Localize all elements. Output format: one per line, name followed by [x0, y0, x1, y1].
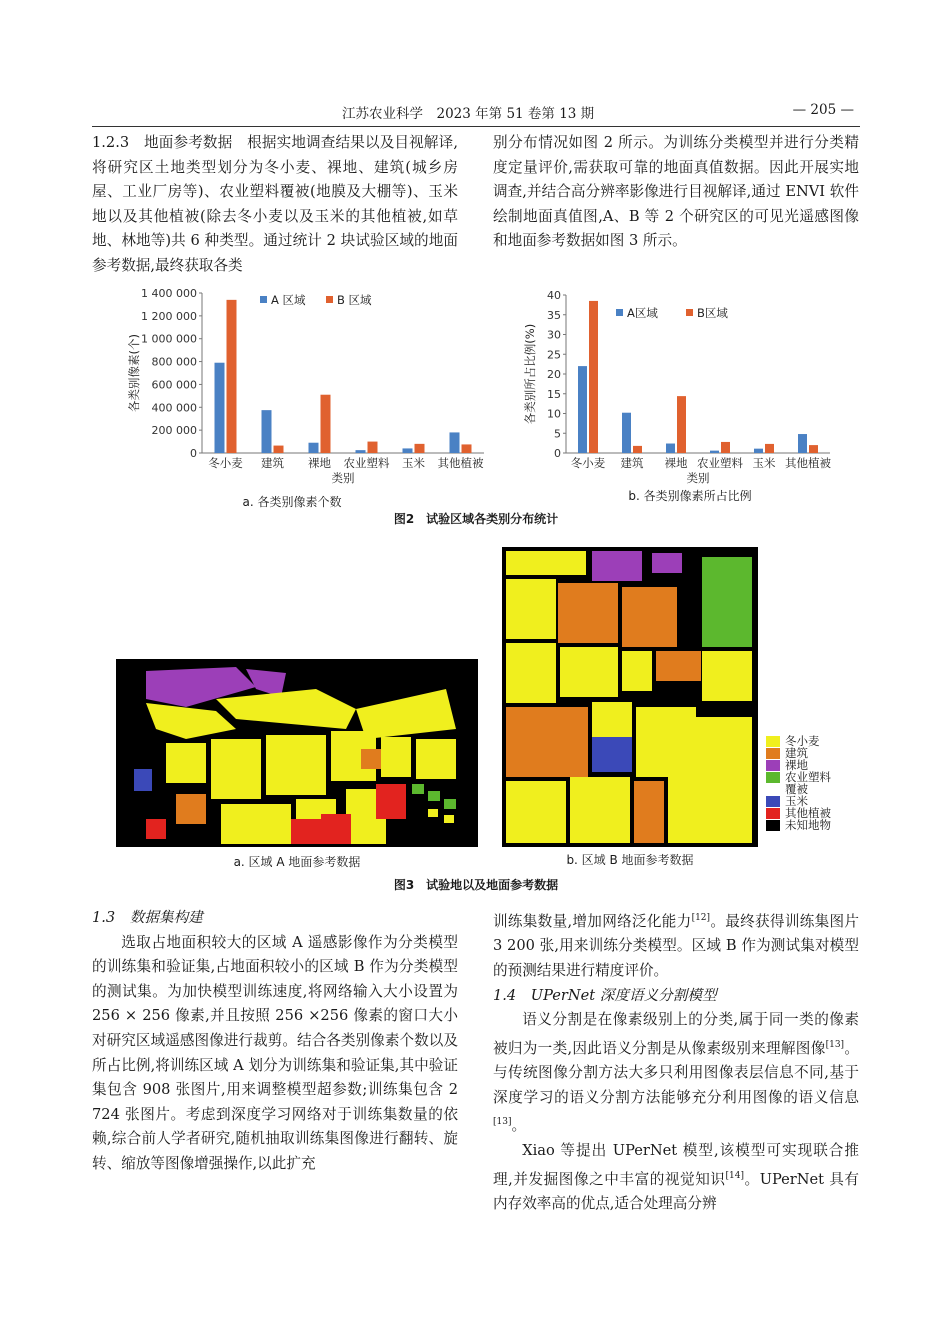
x-tick-label: 裸地 [664, 456, 688, 470]
wheat-parcel [570, 777, 630, 843]
legend-swatch-1 [326, 296, 333, 303]
chart-a [92, 283, 492, 493]
x-tick-label: 农业塑料 [343, 456, 390, 470]
figure-2b-caption: b. 各类别像素所占比例 [628, 489, 752, 503]
bar-a-1 [262, 410, 272, 453]
legend-swatch-0 [616, 309, 623, 316]
x-axis-label: 类别 [686, 471, 710, 485]
swatch-building [766, 748, 780, 759]
paragraph-text: 训练集数量,增加网络泛化能力[12]。最终获得训练集图片 3 200 张,用来训练分类模型。区域 B 作为测试集对模型的预测结果进行精度评价。 [493, 912, 859, 980]
wheat-parcel [381, 737, 411, 777]
y-tick-label: 35 [547, 308, 561, 322]
section-heading-1-2-3: 1.2.3 地面参考数据 [92, 134, 233, 151]
bar-a-4 [754, 449, 763, 453]
citation-13[interactable]: [13] [493, 1117, 512, 1128]
y-tick-label: 0 [554, 447, 561, 460]
bar-b-1 [633, 446, 642, 453]
swatch-wheat [766, 736, 780, 747]
chart-b-svg [520, 283, 860, 493]
figure-2a-caption: a. 各类别像素个数 [242, 495, 342, 509]
legend-item-unknown: 未知地物 [766, 819, 866, 831]
swatch-none [766, 784, 780, 795]
bar-a-2 [666, 444, 675, 453]
chart-b [520, 283, 860, 493]
wheat-parcel [166, 743, 206, 783]
y-tick-label: 400 000 [151, 401, 197, 415]
other-parcel [291, 819, 326, 844]
wheat-parcel [506, 579, 556, 639]
legend-label-0: A 区域 [271, 293, 306, 307]
bar-b-4 [415, 444, 425, 453]
other-parcel [146, 819, 166, 839]
swatch-bare [766, 760, 780, 771]
legend-item-wheat: 冬小麦 [766, 735, 866, 747]
running-header [92, 100, 860, 127]
wheat-parcel [221, 804, 291, 844]
wheat-parcel [622, 651, 652, 691]
building-parcel [361, 749, 381, 769]
y-tick-label: 10 [547, 407, 561, 421]
bar-b-2 [321, 395, 331, 453]
figure-2-caption: 图2 试验区域各类别分布统计 [393, 512, 559, 526]
y-tick-label: 0 [190, 447, 197, 460]
x-tick-label: 玉米 [402, 456, 425, 470]
bar-a-2 [309, 443, 319, 453]
wheat-parcel [211, 739, 261, 799]
y-tick-label: 15 [547, 387, 561, 401]
wheat-parcel [416, 739, 456, 779]
building-parcel [506, 707, 588, 777]
corn-parcel [134, 769, 152, 791]
legend-label-0: A区域 [627, 306, 658, 320]
legend-item-cover: 覆被 [766, 783, 866, 795]
section-heading-1-4: 1.4 UPerNet 深度语义分割模型 [493, 986, 717, 1004]
x-tick-label: 建筑 [261, 456, 284, 470]
plastic-parcel [444, 799, 456, 809]
paragraph-text: 根据实地调查结果以及目视解译,将研究区土地类型划分为冬小麦、裸地、建筑(城乡房屋、工业厂房等)、农业塑料覆被(地膜及大棚等)、玉米地以及其他植被(除去冬小麦以及玉米的其他植被,如草地、林地等)共 6 种类型。通过统计 2 块试验区域的地面参考数据,最终获取各类 [92, 134, 458, 274]
bar-a-5 [450, 432, 460, 453]
map-legend [766, 735, 866, 831]
right-column-top [493, 131, 859, 254]
legend-item-building: 建筑 [766, 747, 866, 759]
map-region-a [116, 659, 478, 847]
y-axis-label: 各类别像素(个) [127, 334, 141, 412]
figure-3-caption: 图3 试验地以及地面参考数据 [393, 878, 559, 892]
paragraph-text: Xiao 等提出 UPerNet 模型,该模型可实现联合推理,并发掘图像之中丰富的视觉知识[14]。UPerNet 具有内存效率高的优点,适合处理高分辨 [493, 1141, 859, 1212]
journal-title: 江苏农业科学 2023 年第 51 卷第 13 期 [342, 106, 595, 122]
x-tick-label: 其他植被 [437, 456, 484, 470]
legend-item-bare: 裸地 [766, 759, 866, 771]
citation-13[interactable]: [13] [825, 1039, 845, 1050]
swatch-corn [766, 796, 780, 807]
legend-label-1: B 区域 [337, 293, 372, 307]
figure-3a-caption: a. 区域 A 地面参考数据 [233, 855, 361, 869]
other-parcel [321, 814, 351, 844]
building-parcel [176, 794, 206, 824]
y-tick-label: 800 000 [151, 355, 197, 369]
y-tick-label: 25 [547, 348, 561, 362]
wheat-parcel [560, 647, 618, 697]
citation-14[interactable]: [14] [725, 1170, 744, 1181]
wheat-parcel [506, 551, 586, 575]
bar-b-5 [809, 445, 818, 453]
left-column-bottom [92, 906, 458, 1177]
paragraph-text: 别分布情况如图 2 所示。为训练分类模型并进行分类精度定量评价,需获取可靠的地面真值数据。因此开展实地调查,并结合高分辨率影像进行目视解译,通过 ENVI 软件绘制地面真值图,A、B 等 2 个研究区的可见光遥感图像和地面参考数据如图 3 所示。 [493, 134, 859, 250]
legend-item-other: 其他植被 [766, 807, 866, 819]
wheat-parcel [444, 815, 454, 823]
y-tick-label: 40 [547, 289, 561, 302]
bar-a-4 [403, 448, 413, 453]
legend-swatch-0 [260, 296, 267, 303]
y-tick-label: 1 400 000 [141, 287, 197, 300]
page-number: — 205 — [792, 102, 854, 118]
y-tick-label: 5 [554, 427, 561, 441]
y-tick-label: 200 000 [151, 424, 197, 438]
legend-item-corn: 玉米 [766, 795, 866, 807]
legend-item-plastic: 农业塑料 [766, 771, 866, 783]
bar-b-0 [227, 300, 237, 453]
right-column-bottom [493, 906, 859, 1217]
y-tick-label: 600 000 [151, 378, 197, 392]
x-tick-label: 其他植被 [785, 456, 831, 470]
x-axis-label: 类别 [331, 471, 355, 485]
legend-label-1: B区域 [697, 306, 728, 320]
bar-a-1 [622, 413, 631, 453]
plastic-parcel [702, 557, 752, 647]
bar-b-0 [589, 301, 598, 453]
corn-parcel [592, 737, 632, 772]
wheat-parcel [266, 735, 326, 795]
legend-swatch-1 [686, 309, 693, 316]
paragraph-text: 选取占地面积较大的区域 A 遥感影像作为分类模型的训练集和验证集,占地面积较小的区域 B 作为分类模型的测试集。为加快模型训练速度,将网络输入大小设置为 256 × 256 像素,并且按照 256 ×256 像素的窗口大小对研究区域遥感图像进行裁剪。结合各类别像素个数以及所占比例,将训练区域 A 划分为训练集和验证集,其中验证集包含 908 张图片,用来调整模型超参数;训练集包含 2 724 张图片。考虑到深度学习网络对于训练集数量的依赖,综合前人学者研究,随机抽取训练集图像进行翻转、旋转、缩放等图像增强操作,以此扩充 [92, 933, 458, 1172]
x-tick-label: 玉米 [752, 456, 776, 470]
bar-a-0 [215, 363, 225, 453]
figure-3b-caption: b. 区域 B 地面参考数据 [566, 853, 694, 867]
building-parcel [558, 583, 618, 643]
section-heading-1-3: 1.3 数据集构建 [92, 909, 203, 926]
y-axis-label: 各类别所占比例(%) [523, 323, 537, 425]
other-parcel [376, 784, 406, 819]
wheat-parcel [702, 651, 752, 701]
bar-b-5 [462, 444, 472, 453]
bar-b-3 [721, 442, 730, 453]
left-column-top [92, 131, 458, 279]
y-tick-label: 1 000 000 [141, 332, 197, 346]
building-parcel [656, 651, 701, 681]
y-tick-label: 20 [547, 368, 561, 381]
bare-parcel [592, 551, 642, 581]
x-tick-label: 建筑 [620, 456, 644, 470]
paragraph-text: 语义分割是在像素级别上的分类,属于同一类的像素被归为一类,因此语义分割是从像素级别来理解图像[13]。与传统图像分割方法大多只利用图像表层信息不同,基于深度学习的语义分割方法能够充分利用图像的语义信息[13]。 [493, 1011, 859, 1135]
bar-a-3 [356, 450, 366, 453]
plastic-parcel [428, 791, 440, 801]
y-tick-label: 1 200 000 [141, 309, 197, 323]
wheat-parcel [668, 717, 752, 843]
citation-12[interactable]: [12] [691, 913, 711, 923]
bar-a-3 [710, 451, 719, 453]
chart-a-svg [92, 283, 492, 493]
bar-b-3 [368, 442, 378, 453]
swatch-plastic [766, 772, 780, 783]
bar-b-1 [274, 446, 284, 453]
plastic-parcel [412, 784, 424, 794]
wheat-parcel [428, 809, 438, 817]
wheat-parcel [506, 643, 556, 703]
swatch-other [766, 808, 780, 819]
bar-a-0 [578, 366, 587, 453]
x-tick-label: 农业塑料 [697, 456, 743, 470]
x-tick-label: 冬小麦 [570, 456, 606, 470]
bar-b-2 [677, 396, 686, 453]
building-parcel [634, 781, 664, 843]
x-tick-label: 裸地 [308, 456, 331, 470]
building-parcel [622, 587, 677, 647]
x-tick-label: 冬小麦 [208, 456, 243, 470]
map-region-b [502, 547, 758, 847]
wheat-parcel [506, 781, 566, 843]
bar-a-5 [798, 434, 807, 453]
bar-b-4 [765, 444, 774, 453]
swatch-unknown [766, 820, 780, 831]
bare-parcel [652, 553, 682, 573]
y-tick-label: 30 [547, 328, 561, 342]
